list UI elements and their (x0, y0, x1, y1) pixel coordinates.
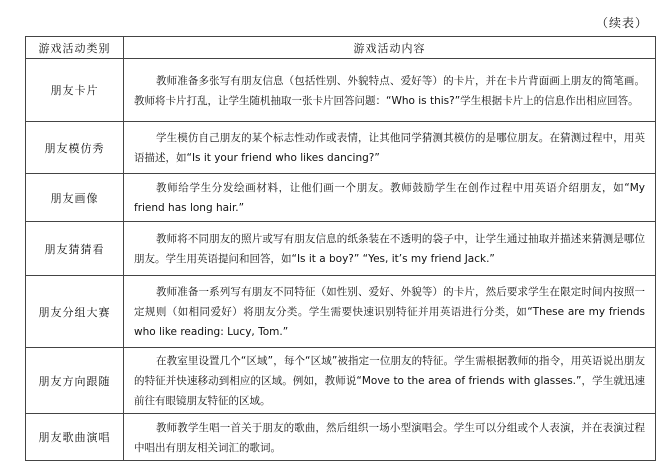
content-cell (124, 276, 656, 348)
table-row (26, 276, 656, 348)
content-cell (124, 59, 656, 122)
content-text: 教师准备多张写有朋友信息（包括性别、外貌特点、爱好等）的卡片，并在卡片背面画上朋友的简笔画。教师将卡片打乱，让学生随机抽取一张卡片回答问题：“Who is this?”学生根据卡片上的信息作出相应回答。 (134, 74, 645, 107)
table-row (26, 222, 656, 276)
table-row (26, 122, 656, 174)
content-text: 教师准备一系列写有朋友不同特征（如性别、爱好、外貌等）的卡片，然后要求学生在限定时间内按照一定规则（如相同爱好）将朋友分类。学生需要快速识别特征并用英语进行分类，如“These are my friends who like reading: Lucy, Tom.” (134, 286, 645, 338)
activity-table (25, 36, 656, 461)
header-category: 游戏活动类别 (26, 37, 124, 59)
table-row (26, 59, 656, 122)
continued-label: （续表） (595, 16, 648, 30)
header-content: 游戏活动内容 (124, 37, 656, 59)
category-cell: 朋友方向跟随 (26, 348, 124, 414)
table-row (26, 348, 656, 414)
content-text: 在教室里设置几个“区域”，每个“区域”被指定一位朋友的特征。学生需根据教师的指令，用英语说出朋友的特征并快速移动到相应的区域。例如，教师说“Move to the area of friends with glasses.”，学生就迅速前往有眼镜朋友特征的区域。 (134, 355, 645, 407)
table-header-row (26, 37, 656, 59)
category-cell: 朋友猜猜看 (26, 222, 124, 276)
category-cell: 朋友歌曲演唱 (26, 414, 124, 461)
content-cell (124, 222, 656, 276)
content-cell (124, 174, 656, 222)
table-row (26, 174, 656, 222)
category-cell: 朋友模仿秀 (26, 122, 124, 174)
table-row (26, 414, 656, 461)
category-cell: 朋友画像 (26, 174, 124, 222)
category-cell: 朋友分组大赛 (26, 276, 124, 348)
content-cell (124, 414, 656, 461)
category-cell: 朋友卡片 (26, 59, 124, 122)
content-text: 学生模仿自己朋友的某个标志性动作或表情，让其他同学猜测其模仿的是哪位朋友。在猜测过程中，用英语描述，如“Is it your friend who likes dancing?” (134, 132, 645, 164)
content-cell (124, 348, 656, 414)
content-text: 教师教学生唱一首关于朋友的歌曲，然后组织一场小型演唱会。学生可以分组或个人表演，并在表演过程中唱出有朋友相关词汇的歌词。 (134, 421, 645, 454)
content-cell (124, 122, 656, 174)
content-text: 教师将不同朋友的照片或写有朋友信息的纸条装在不透明的袋子中，让学生通过抽取并描述来猜测是哪位朋友。学生用英语提问和回答，如“Is it a boy?” “Yes, it’s my friend Jack.” (134, 233, 645, 265)
content-text: 教师给学生分发绘画材料，让他们画一个朋友。教师鼓励学生在创作过程中用英语介绍朋友，如“My friend has long hair.” (134, 182, 645, 214)
